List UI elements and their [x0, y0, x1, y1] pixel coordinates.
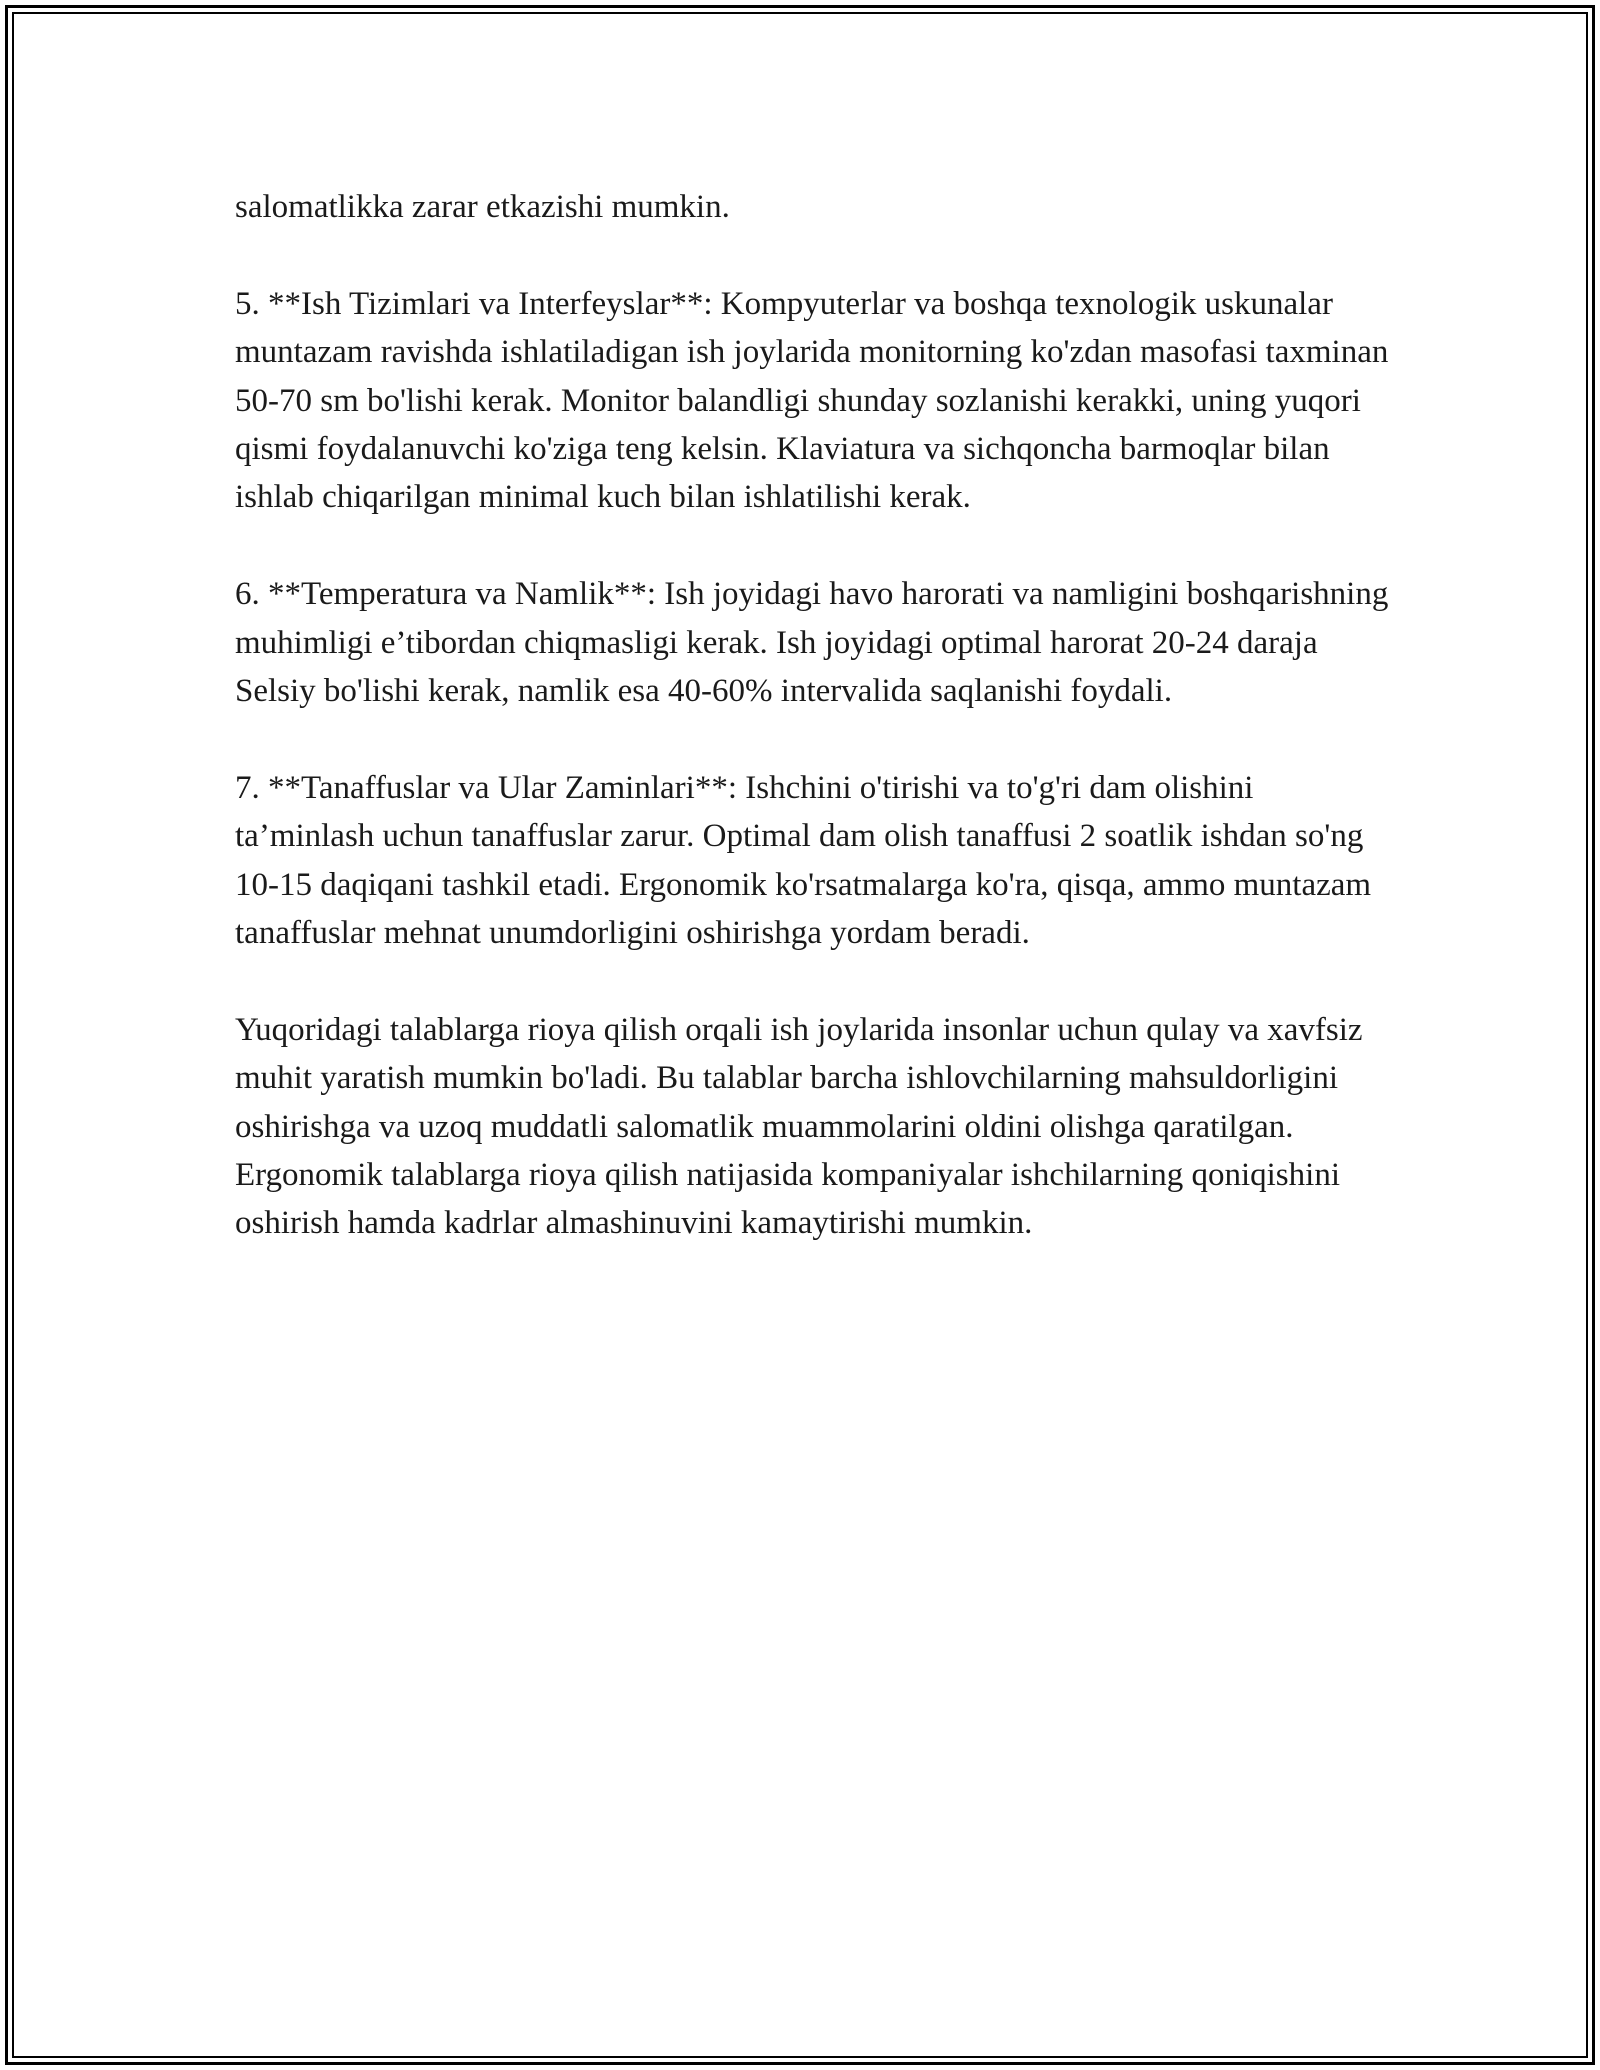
paragraph-item-7: 7. **Tanaffuslar va Ular Zaminlari**: Ishchini o'tirishi va to'g'ri dam olishini ta’minlash uchun tanaffuslar zarur. Optimal dam olish tanaffusi 2 soatlik ishdan so'ng 10-15 daqiqani tashkil etadi. Ergonomik ko'rsatmalarga ko'ra, qisqa, ammo muntazam tanaffuslar mehnat unumdorligini oshirishga yordam beradi.	[235, 769, 1372, 952]
paragraph-conclusion: Yuqoridagi talablarga rioya qilish orqali ish joylarida insonlar uchun qulay va xavfsiz muhit yaratish mumkin bo'ladi. Bu talablar barcha ishlovchilarning mahsuldorligini oshirishga va uzoq muddatli salomatlik muammolarini oldini olishga qaratilgan. Ergonomik talablarga rioya qilish natijasida kompaniyalar ishchilarning qoniqishini oshirish hamda kadrlar almashinuvini kamaytirishi mumkin.	[235, 1011, 1363, 1242]
document-body	[235, 183, 1395, 1296]
paragraph-continuation: salomatlikka zarar etkazishi mumkin.	[235, 189, 730, 225]
paragraph-item-5: 5. **Ish Tizimlari va Interfeyslar**: Kompyuterlar va boshqa texnologik uskunalar muntazam ravishda ishlatiladigan ish joylarida monitorning ko'zdan masofasi taxminan 50-70 sm bo'lishi kerak. Monitor balandligi shunday sozlanishi kerakki, uning yuqori qismi foydalanuvchi ko'ziga teng kelsin. Klaviatura va sichqoncha barmoqlar bilan ishlab chiqarilgan minimal kuch bilan ishlatilishi kerak.	[235, 285, 1389, 516]
paragraph-item-6: 6. **Temperatura va Namlik**: Ish joyidagi havo harorati va namligini boshqarishning muhimligi e’tibordan chiqmasligi kerak. Ish joyidagi optimal harorat 20-24 daraja Selsiy bo'lishi kerak, namlik esa 40-60% intervalida saqlanishi foydali.	[235, 576, 1389, 710]
